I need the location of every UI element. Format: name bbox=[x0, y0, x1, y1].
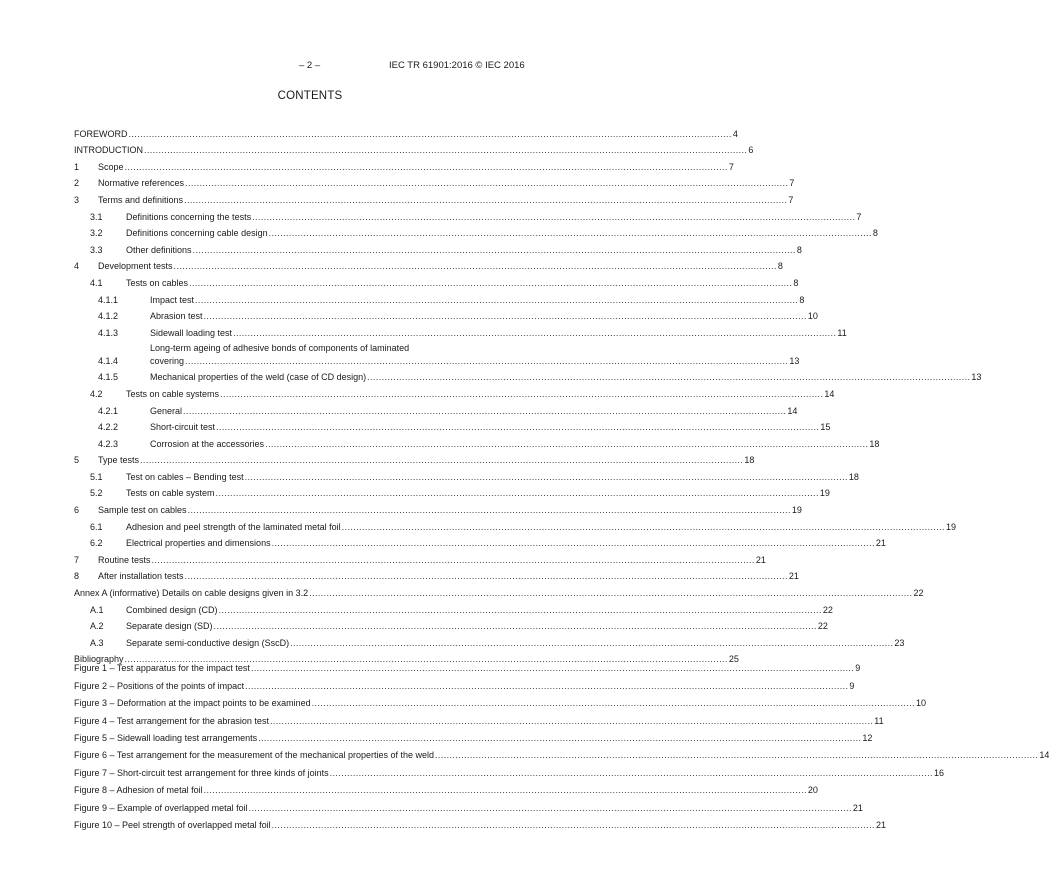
dot-leader bbox=[193, 245, 796, 256]
toc-entry-text: Corrosion at the accessories bbox=[150, 438, 265, 449]
dot-leader bbox=[216, 488, 819, 499]
figure-entry-text: Figure 3 – Deformation at the impact points to be examined bbox=[74, 698, 311, 709]
toc-entry[interactable] bbox=[74, 173, 795, 190]
figure-entry-text: Figure 7 – Short-circuit test arrangement for three kinds of joints bbox=[74, 767, 329, 778]
toc-entry[interactable] bbox=[74, 582, 924, 599]
dot-leader bbox=[204, 311, 807, 322]
dot-leader bbox=[312, 698, 915, 709]
toc-entry[interactable] bbox=[74, 189, 794, 206]
toc-entry-text: Separate semi-conductive design (SscD) bbox=[126, 637, 290, 648]
dot-leader bbox=[220, 389, 823, 400]
toc-entry-text: Adhesion and peel strength of the laminated metal foil bbox=[126, 521, 341, 532]
toc-entry[interactable] bbox=[74, 306, 818, 323]
toc-entry-number: 4.1.3 bbox=[98, 327, 119, 338]
toc-entry-number: A.1 bbox=[90, 604, 104, 615]
toc-entry-text: Definitions concerning cable design bbox=[126, 228, 268, 239]
dot-leader bbox=[183, 406, 786, 417]
dot-leader bbox=[174, 261, 777, 272]
toc-entry[interactable] bbox=[74, 400, 798, 417]
dot-leader bbox=[342, 522, 945, 533]
toc-entry-text: Test on cables – Bending test bbox=[126, 471, 244, 482]
toc-entry-page: 25 bbox=[728, 654, 739, 665]
dot-leader bbox=[233, 328, 836, 339]
figure-entry-text: Figure 4 – Test arrangement for the abrasion test bbox=[74, 715, 269, 726]
dot-leader bbox=[290, 638, 893, 649]
toc-entry[interactable] bbox=[74, 632, 905, 649]
toc-entry-text: Type tests bbox=[98, 455, 140, 466]
toc-entry[interactable] bbox=[74, 549, 766, 566]
figure-entry[interactable] bbox=[74, 779, 818, 796]
toc-entry-text: Definitions concerning the tests bbox=[126, 211, 252, 222]
figure-entry[interactable] bbox=[74, 796, 863, 813]
toc-entry[interactable] bbox=[74, 450, 755, 467]
toc-entry-page: 10 bbox=[807, 311, 818, 322]
dot-leader bbox=[272, 820, 875, 831]
toc-entry-number: 5 bbox=[74, 455, 80, 466]
figure-entry-page: 21 bbox=[852, 802, 863, 813]
toc-entry-page: 8 bbox=[777, 261, 783, 272]
toc-entry-text: Mechanical properties of the weld (case of CD design) bbox=[150, 372, 367, 383]
toc-entry-page: 22 bbox=[822, 604, 833, 615]
toc-entry-page: 8 bbox=[793, 277, 799, 288]
toc-entry-text: Terms and definitions bbox=[98, 194, 184, 205]
toc-entry-page: 11 bbox=[837, 327, 847, 338]
toc-entry-number: 4.2.1 bbox=[98, 405, 119, 416]
toc-entry-number: 8 bbox=[74, 571, 80, 582]
figure-entry[interactable] bbox=[74, 709, 884, 726]
figure-entry-text: Figure 1 – Test apparatus for the impact test bbox=[74, 663, 250, 674]
toc-entry[interactable] bbox=[74, 516, 956, 533]
toc-entry[interactable] bbox=[74, 206, 862, 223]
dot-leader bbox=[265, 439, 868, 450]
toc-entry-text: General bbox=[150, 405, 183, 416]
toc-entry-text: Electrical properties and dimensions bbox=[126, 538, 271, 549]
toc-entry[interactable] bbox=[74, 417, 831, 434]
toc-entry-number: 4.1.5 bbox=[98, 372, 119, 383]
toc-entry-text: Short-circuit test bbox=[150, 422, 216, 433]
toc-entry-text: Tests on cable systems bbox=[126, 388, 220, 399]
toc-entry-text: Impact test bbox=[150, 294, 195, 305]
toc-entry-text: Combined design (CD) bbox=[126, 604, 218, 615]
toc-entry-number: 7 bbox=[74, 554, 80, 565]
figure-entry-text: Figure 9 – Example of overlapped metal foil bbox=[74, 802, 248, 813]
dot-leader bbox=[188, 505, 791, 516]
figure-entry-text: Figure 6 – Test arrangement for the measurement of the mechanical properties of the weld bbox=[74, 750, 435, 761]
toc-entry-page: 15 bbox=[820, 422, 831, 433]
toc-entry-page: 13 bbox=[971, 372, 982, 383]
toc-entry-page: 6 bbox=[748, 145, 754, 156]
toc-entry[interactable] bbox=[74, 140, 754, 157]
dot-leader bbox=[330, 768, 933, 779]
toc-entry[interactable] bbox=[74, 367, 982, 384]
toc-entry-number: 3.1 bbox=[90, 211, 103, 222]
figure-entry-page: 11 bbox=[874, 715, 884, 726]
toc-entry[interactable] bbox=[74, 499, 802, 516]
toc-entry-page: 13 bbox=[789, 355, 800, 366]
toc-entry-page: 14 bbox=[824, 388, 835, 399]
dot-leader bbox=[195, 295, 798, 306]
figure-entry-page: 21 bbox=[875, 819, 886, 830]
toc-entry-text: Other definitions bbox=[126, 244, 192, 255]
toc-entry-text: Abrasion test bbox=[150, 311, 203, 322]
toc-entry[interactable] bbox=[74, 123, 738, 140]
toc-entry[interactable] bbox=[74, 466, 859, 483]
toc-entry-text: Tests on cable system bbox=[126, 488, 215, 499]
toc-entry-page: 22 bbox=[913, 588, 924, 599]
toc-entry-text: FOREWORD bbox=[74, 128, 128, 139]
dot-leader bbox=[125, 162, 728, 173]
toc-entry-page: 7 bbox=[788, 194, 794, 205]
dot-leader bbox=[140, 455, 743, 466]
dot-leader bbox=[129, 129, 732, 140]
toc-entry[interactable] bbox=[74, 272, 799, 289]
toc-entry[interactable] bbox=[74, 339, 800, 367]
figure-entry-text: Figure 2 – Positions of the points of impact bbox=[74, 680, 245, 691]
toc-entry-number: 4.1.1 bbox=[98, 294, 119, 305]
toc-entry-page: 8 bbox=[796, 244, 802, 255]
figure-entry-page: 9 bbox=[855, 663, 861, 674]
dot-leader bbox=[272, 538, 875, 549]
dot-leader bbox=[185, 178, 788, 189]
page-number: – 2 – bbox=[299, 60, 321, 71]
toc-entry-page: 21 bbox=[755, 554, 766, 565]
dot-leader bbox=[185, 571, 788, 582]
toc-entry-number: 6.1 bbox=[90, 521, 103, 532]
toc-entry[interactable] bbox=[74, 483, 830, 500]
figure-entry-text: Figure 8 – Adhesion of metal foil bbox=[74, 785, 203, 796]
toc-entry[interactable] bbox=[74, 433, 880, 450]
toc-entry[interactable] bbox=[74, 383, 835, 400]
figure-entry[interactable] bbox=[74, 674, 855, 691]
dot-leader bbox=[216, 422, 819, 433]
toc-entry-text-wrap bbox=[150, 343, 799, 367]
figure-entry[interactable] bbox=[74, 727, 873, 744]
toc-entry-number: 4.1.2 bbox=[98, 311, 119, 322]
dot-leader bbox=[367, 372, 970, 383]
document-reference: IEC TR 61901:2016 © IEC 2016 bbox=[389, 60, 525, 71]
dot-leader bbox=[245, 681, 848, 692]
toc-entry-number: 5.1 bbox=[90, 471, 103, 482]
toc-entry[interactable] bbox=[74, 566, 799, 583]
figure-entry-page: 12 bbox=[862, 732, 873, 743]
toc-entry-page: 18 bbox=[848, 471, 859, 482]
dot-leader bbox=[219, 605, 822, 616]
toc-entry-page: 8 bbox=[872, 228, 878, 239]
toc-entry-page: 19 bbox=[791, 505, 802, 516]
toc-entry-page: 8 bbox=[799, 294, 805, 305]
toc-entry-page: 23 bbox=[894, 637, 905, 648]
toc-entry-text: Routine tests bbox=[98, 554, 151, 565]
toc-entry-number: 3.3 bbox=[90, 244, 103, 255]
toc-entry-text: Annex A (informative) Details on cable designs given in 3.2 bbox=[74, 588, 309, 599]
toc-entry-text: After installation tests bbox=[98, 571, 184, 582]
toc-entry-number: A.3 bbox=[90, 637, 104, 648]
toc-entry[interactable] bbox=[74, 289, 805, 306]
figure-entry[interactable] bbox=[74, 814, 886, 831]
toc-entry-number: 4.2 bbox=[90, 388, 103, 399]
toc-entry-text: Scope bbox=[98, 161, 124, 172]
toc-entry[interactable] bbox=[74, 239, 802, 256]
toc-entry-number: 4.1.4 bbox=[98, 355, 119, 366]
toc-entry-number: 3.2 bbox=[90, 228, 103, 239]
toc-entry-number: 5.2 bbox=[90, 488, 103, 499]
toc-entry-page: 14 bbox=[787, 405, 798, 416]
toc-entry-page: 18 bbox=[869, 438, 880, 449]
toc-entry-page: 21 bbox=[875, 538, 886, 549]
dot-leader bbox=[152, 555, 755, 566]
toc-entry[interactable] bbox=[74, 533, 886, 550]
toc-entry-text: Bibliography bbox=[74, 654, 124, 665]
toc-entry[interactable] bbox=[74, 223, 878, 240]
figure-entry-page: 20 bbox=[807, 785, 818, 796]
toc-entry-text: Long-term ageing of adhesive bonds of components of laminated bbox=[150, 342, 410, 353]
dot-leader bbox=[184, 195, 787, 206]
figure-entry-page: 16 bbox=[933, 767, 944, 778]
toc-entry-page: 7 bbox=[789, 178, 795, 189]
figure-entry[interactable] bbox=[74, 761, 944, 778]
toc-entry-text-continued: covering bbox=[150, 355, 185, 366]
toc-entry-number: 4.2.3 bbox=[98, 438, 119, 449]
dot-leader bbox=[269, 228, 872, 239]
toc-entry-number: 2 bbox=[74, 178, 80, 189]
toc-entry-page: 4 bbox=[732, 128, 738, 139]
page-header bbox=[0, 60, 620, 74]
toc-entry-number: 4.2.2 bbox=[98, 422, 119, 433]
dot-leader bbox=[214, 621, 817, 632]
dot-leader bbox=[252, 212, 855, 223]
toc-entry-page: 7 bbox=[728, 161, 734, 172]
table-of-contents bbox=[74, 123, 982, 665]
figure-entry[interactable] bbox=[74, 744, 1049, 761]
toc-entry-number: 6 bbox=[74, 505, 80, 516]
dot-leader bbox=[245, 472, 848, 483]
toc-entry-text: Sidewall loading test bbox=[150, 327, 233, 338]
figure-entry-text: Figure 5 – Sidewall loading test arrangements bbox=[74, 732, 258, 743]
toc-entry-number: 6.2 bbox=[90, 538, 103, 549]
toc-entry-number: 3 bbox=[74, 194, 80, 205]
toc-entry[interactable] bbox=[74, 156, 734, 173]
toc-entry-number: 4 bbox=[74, 261, 80, 272]
toc-entry[interactable] bbox=[74, 322, 847, 339]
dot-leader bbox=[435, 750, 1038, 761]
figure-entry-page: 9 bbox=[849, 680, 855, 691]
toc-entry[interactable] bbox=[74, 599, 833, 616]
toc-entry-text: Normative references bbox=[98, 178, 185, 189]
toc-entry-text: Sample test on cables bbox=[98, 505, 187, 516]
toc-entry[interactable] bbox=[74, 616, 828, 633]
toc-entry-page: 22 bbox=[817, 621, 828, 632]
dot-leader bbox=[249, 803, 852, 814]
toc-entry-text: Development tests bbox=[98, 261, 173, 272]
toc-entry-page: 21 bbox=[788, 571, 799, 582]
toc-entry[interactable] bbox=[74, 256, 783, 273]
toc-entry-text: Separate design (SD) bbox=[126, 621, 213, 632]
toc-entry-text: INTRODUCTION bbox=[74, 145, 143, 156]
toc-entry-number: 4.1 bbox=[90, 277, 103, 288]
toc-entry-number: 1 bbox=[74, 161, 80, 172]
figure-entry-page: 14 bbox=[1039, 750, 1049, 761]
toc-entry-text: Tests on cables bbox=[126, 277, 189, 288]
toc-entry-page: 18 bbox=[744, 455, 755, 466]
page-title: CONTENTS bbox=[277, 90, 343, 102]
dot-leader bbox=[270, 716, 873, 727]
toc-entry-number: A.2 bbox=[90, 621, 104, 632]
dot-leader bbox=[204, 785, 807, 796]
toc-entry-page: 19 bbox=[819, 488, 830, 499]
toc-entry-line-2 bbox=[150, 356, 799, 367]
dot-leader bbox=[251, 663, 854, 674]
toc-entry-page: 7 bbox=[856, 211, 862, 222]
dot-leader bbox=[189, 278, 792, 289]
figure-entry[interactable] bbox=[74, 692, 926, 709]
dot-leader bbox=[309, 588, 912, 599]
toc-entry-page: 19 bbox=[945, 521, 956, 532]
dot-leader bbox=[144, 145, 747, 156]
dot-leader bbox=[258, 733, 861, 744]
figure-entry-text: Figure 10 – Peel strength of overlapped metal foil bbox=[74, 819, 271, 830]
dot-leader bbox=[185, 356, 788, 367]
figure-entry-page: 10 bbox=[915, 698, 926, 709]
